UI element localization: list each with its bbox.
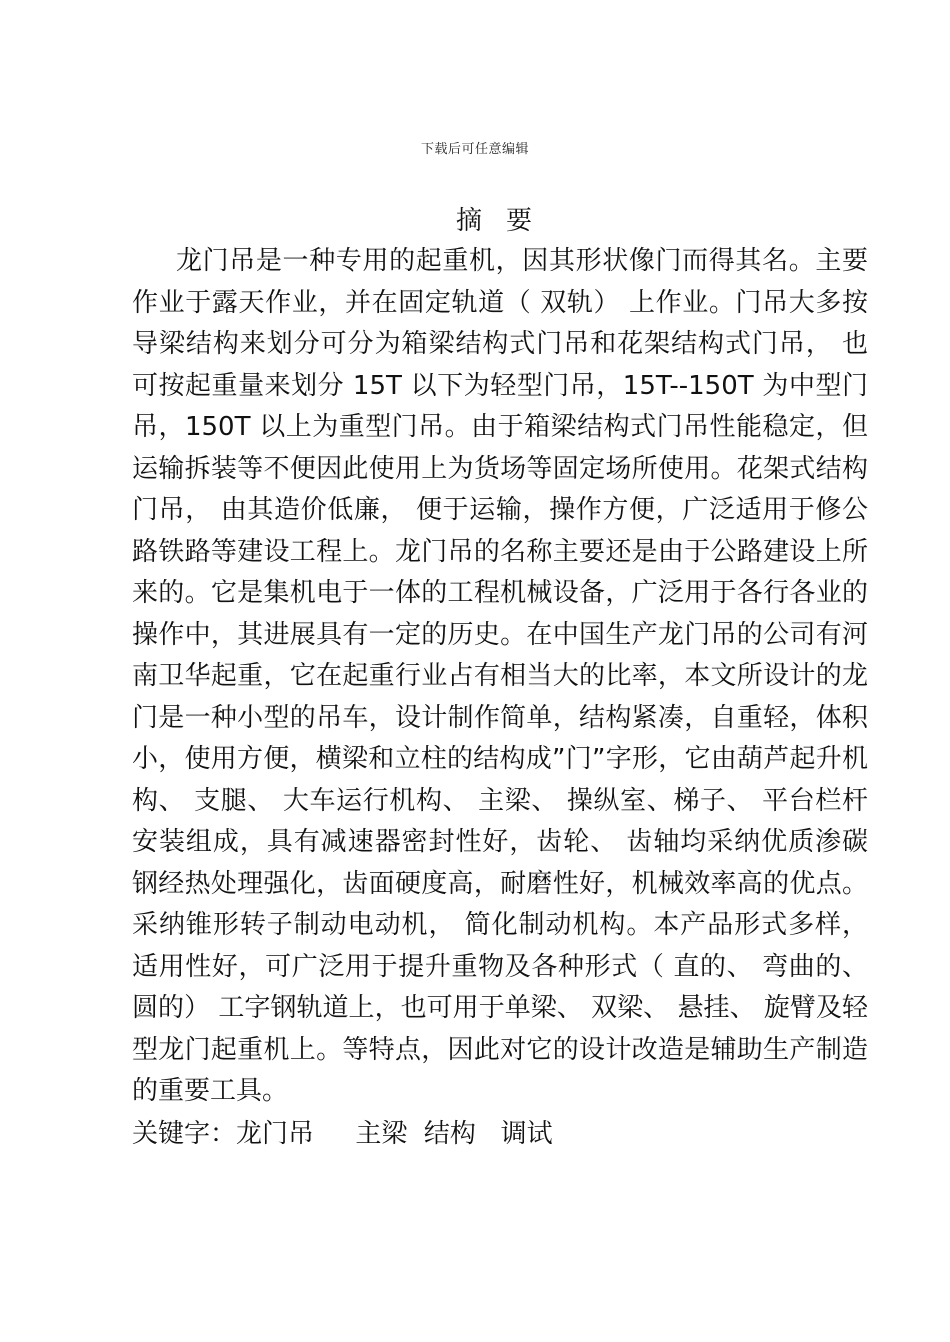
header-note: 下载后可任意编辑 bbox=[420, 142, 529, 157]
keywords-line bbox=[132, 1114, 868, 1156]
abstract-body: 龙门吊是一种专用的起重机，因其形状像门而得其名。主要作业于露天作业，并在固定轨道（ 双轨） 上作业。门吊大多按导梁结构来划分可分为箱梁结构式门吊和花架结构式门吊， 也可按起重量来划分 15T 以下为轻型门吊，15T--150T 为中型门吊，150T 以上为重型门吊。由于箱梁结构式门吊性能稳定，但运输拆装等不便因此使用上为货场等固定场所使用。花架式结构门吊， 由其造价低廉， 便于运输，操作方便，广泛适用于修公路铁路等建设工程上。龙门吊的名称主要还是由于公路建设上所来的。它是集机电于一体的工程机械设备，广泛用于各行各业的操作中，其进展具有一定的历史。在中国生产龙门吊的公司有河南卫华起重，它在起重行业占有相当大的比率，本文所设计的龙门是一种小型的吊车，设计制作简单，结构紧凑，自重轻，体积小，使用方便，横梁和立柱的结构成”门”字形，它由葫芦起升机构、 支腿、 大车运行机构、 主梁、 操纵室、梯子、 平台栏杆安装组成，具有减速器密封性好，齿轮、 齿轴均采纳优质渗碳钢经热处理强化，齿面硬度高，耐磨性好，机械效率高的优点。采纳锥形转子制动电动机， 简化制动机构。本产品形式多样，适用性好，可广泛用于提升重物及各种形式（ 直的、 弯曲的、 圆的） 工字钢轨道上，也可用于单梁、 双梁、 悬挂、 旋臂及轻型龙门起重机上。等特点，因此对它的设计改造是辅助生产制造的重要工具。 bbox=[132, 246, 868, 1106]
abstract-title bbox=[0, 200, 950, 237]
abstract-title-left: 摘 bbox=[455, 206, 484, 236]
keywords-label: 关键字： bbox=[132, 1119, 237, 1149]
abstract-title-right: 要 bbox=[506, 206, 535, 236]
keywords-items: 龙门吊 主梁 结构 调试 bbox=[236, 1119, 553, 1149]
